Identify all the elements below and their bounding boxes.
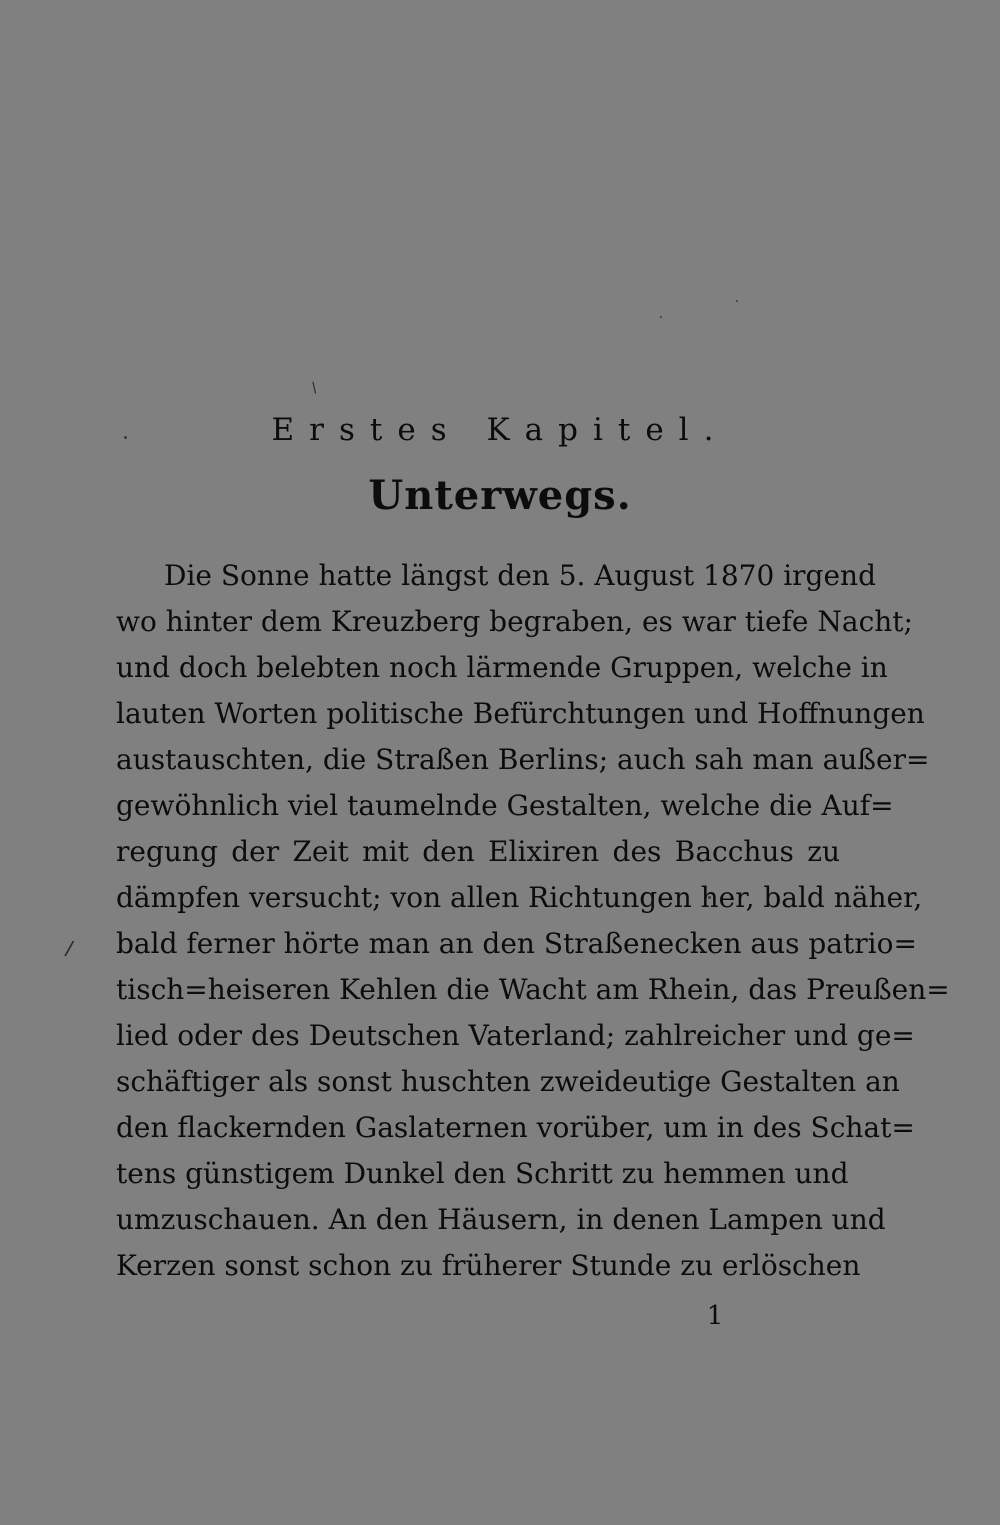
text-line: gewöhnlich viel taumelnde Gestalten, welche die Auf=	[116, 789, 894, 822]
text-line: den flackernden Gaslaternen vorüber, um in des Schat=	[116, 1111, 915, 1144]
text-line: Die Sonne hatte längst den 5. August 1870 irgend	[164, 559, 877, 592]
text-line: regung der Zeit mit den Elixiren des Bacchus zu	[116, 835, 840, 868]
chapter-heading: Erstes Kapitel.	[271, 412, 729, 448]
text-line: bald ferner hörte man an den Straßenecken aus patrio=	[116, 927, 917, 960]
text-line: und doch belebten noch lärmende Gruppen, welche in	[116, 651, 888, 684]
ink-speck	[660, 316, 662, 318]
text-line: Kerzen sonst schon zu früherer Stunde zu erlöschen	[116, 1249, 861, 1282]
chapter-title: Unterwegs.	[368, 472, 632, 519]
text-line: tens günstigem Dunkel den Schritt zu hemmen und	[116, 1157, 849, 1190]
text-line: tisch=heiseren Kehlen die Wacht am Rhein, das Preußen=	[116, 973, 950, 1006]
text-line: wo hinter dem Kreuzberg begraben, es war tiefe Nacht;	[116, 605, 913, 638]
ink-mark: /	[308, 379, 321, 397]
text-line: austauschten, die Straßen Berlins; auch sah man außer=	[116, 743, 930, 776]
text-line: umzuschauen. An den Häusern, in denen Lampen und	[116, 1203, 886, 1236]
body-paragraph	[116, 553, 950, 1289]
ink-speck	[736, 300, 738, 302]
text-line: dämpfen versucht; von allen Richtungen her, bald näher,	[116, 881, 923, 914]
text-line: lauten Worten politische Befürchtungen und Hoffnungen	[116, 697, 925, 730]
text-line: lied oder des Deutschen Vaterland; zahlreicher und ge=	[116, 1019, 915, 1052]
margin-mark: /	[63, 935, 76, 961]
page-number: 1	[706, 1301, 724, 1331]
text-line: schäftiger als sonst huschten zweideutige Gestalten an	[116, 1065, 900, 1098]
